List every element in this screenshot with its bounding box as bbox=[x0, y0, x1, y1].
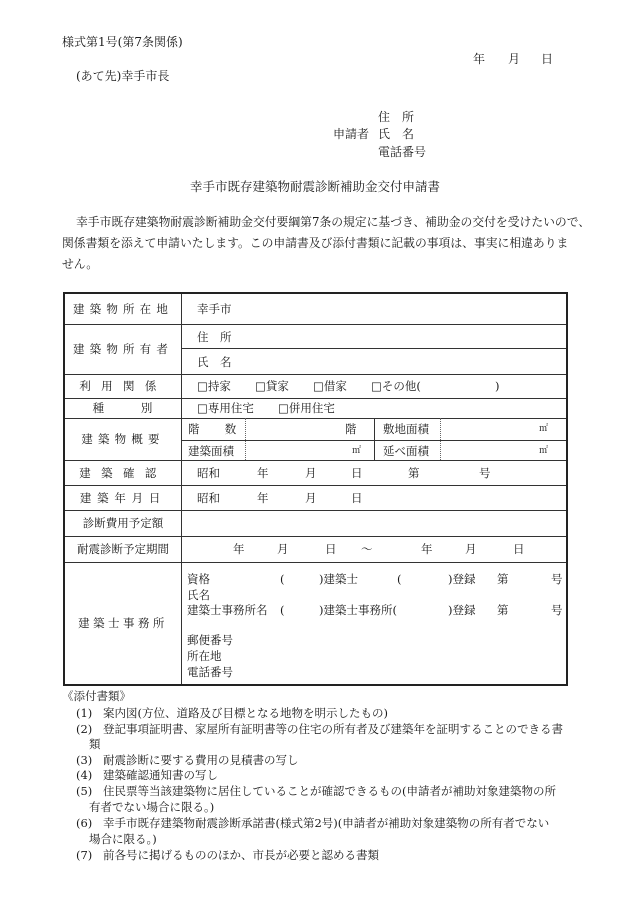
usage-other-checkbox[interactable]: □その他( bbox=[371, 379, 421, 393]
attachment-1-num: (1) bbox=[76, 706, 93, 720]
usage-owned-checkbox[interactable]: □持家 bbox=[197, 379, 231, 393]
date-day: 日 bbox=[541, 52, 554, 66]
intro-line-2: 関係書類を添えて申請いたします。この申請書及び添付書類に記載の事項は、事実に相違ありま bbox=[62, 236, 569, 250]
confirmation-day: 日 bbox=[351, 466, 363, 480]
office-address-label: 所在地 bbox=[187, 649, 222, 663]
type-combined-checkbox[interactable]: □併用住宅 bbox=[278, 401, 335, 415]
type-label: 種別 bbox=[92, 401, 190, 415]
confirmation-number-dai: 第 bbox=[408, 466, 420, 480]
office-registration-dai: 第 bbox=[497, 603, 509, 617]
qualification-paren: ( bbox=[280, 572, 285, 586]
building-area-label: 建築面積 bbox=[188, 444, 234, 458]
office-architect-label: )建築士事務所( bbox=[319, 603, 397, 617]
applicant-address-label: 住 所 bbox=[378, 110, 415, 124]
attachment-5-num: (5) bbox=[76, 784, 93, 798]
building-area-unit: ㎡ bbox=[352, 446, 362, 456]
confirmation-number-go: 号 bbox=[479, 466, 491, 480]
type-dedicated-checkbox[interactable]: □専用住宅 bbox=[197, 401, 254, 415]
attachment-2-num: (2) bbox=[76, 722, 93, 736]
location-label: 建築物所在地 bbox=[72, 302, 174, 316]
period-label: 耐震診断予定期間 bbox=[77, 542, 169, 556]
location-value[interactable]: 幸手市 bbox=[197, 302, 232, 316]
office-phone-label: 電話番号 bbox=[187, 665, 233, 679]
period-end-month: 月 bbox=[465, 542, 477, 556]
attachment-6-text: 幸手市既存建築物耐震診断承諾書(様式第2号)(申請者が補助対象建築物の所有者でない bbox=[103, 816, 550, 830]
owner-name-label[interactable]: 氏 名 bbox=[197, 355, 232, 369]
applicant-label: 申請者 bbox=[333, 127, 370, 141]
built-date-year: 年 bbox=[257, 491, 269, 505]
usage-other-close-paren: ) bbox=[495, 379, 500, 393]
period-start-month: 月 bbox=[277, 542, 289, 556]
period-start-year: 年 bbox=[233, 542, 245, 556]
attachment-7-num: (7) bbox=[76, 848, 93, 862]
overview-label: 建築物概要 bbox=[81, 432, 165, 446]
attachment-5-cont: 有者でない場合に限る。) bbox=[89, 800, 215, 814]
form-number: 様式第1号(第7条関係) bbox=[62, 35, 183, 49]
attachment-1-text: 案内図(方位、道路及び目標となる地物を明示したもの) bbox=[103, 706, 388, 720]
period-start-day: 日 bbox=[325, 542, 337, 556]
period-tilde: ～ bbox=[361, 542, 373, 556]
attachment-6-cont: 場合に限る。) bbox=[89, 832, 157, 846]
period-end-day: 日 bbox=[513, 542, 525, 556]
qualification-label: 資格 bbox=[187, 572, 210, 586]
office-paren: ( bbox=[280, 603, 285, 617]
document-title: 幸手市既存建築物耐震診断補助金交付申請書 bbox=[189, 179, 440, 194]
built-date-label: 建築年月日 bbox=[79, 491, 167, 505]
postal-label: 郵便番号 bbox=[187, 633, 233, 647]
built-date-era: 昭和 bbox=[197, 491, 220, 505]
attachment-3-text: 耐震診断に要する費用の見積書の写し bbox=[103, 753, 299, 767]
intro-line-3: せん。 bbox=[62, 257, 99, 271]
confirmation-era: 昭和 bbox=[197, 466, 220, 480]
usage-rental-checkbox[interactable]: □貸家 bbox=[255, 379, 289, 393]
attachment-5-text: 住民票等当該建築物に居住していることが確認できるもの(申請者が補助対象建築物の所 bbox=[103, 784, 556, 798]
date-month: 月 bbox=[508, 52, 521, 66]
cost-input[interactable] bbox=[187, 512, 561, 532]
confirmation-month: 月 bbox=[305, 466, 317, 480]
confirmation-label: 建築確認 bbox=[79, 466, 167, 480]
attachment-4-text: 建築確認通知書の写し bbox=[103, 768, 218, 782]
period-end-year: 年 bbox=[421, 542, 433, 556]
total-floor-area-label: 延べ面積 bbox=[383, 444, 429, 458]
architect-name-label: 氏名 bbox=[187, 588, 210, 602]
attachment-2-cont: 類 bbox=[89, 737, 101, 751]
usage-leased-checkbox[interactable]: □借家 bbox=[313, 379, 347, 393]
built-date-month: 月 bbox=[305, 491, 317, 505]
registration-paren: ( bbox=[397, 572, 402, 586]
attachment-6-num: (6) bbox=[76, 816, 93, 830]
confirmation-year: 年 bbox=[257, 466, 269, 480]
attachment-4-num: (4) bbox=[76, 768, 93, 782]
attachment-2-text: 登記事項証明書、家屋所有証明書等の住宅の所有者及び建築年を証明することのできる書 bbox=[103, 722, 563, 736]
applicant-phone-label: 電話番号 bbox=[378, 145, 427, 159]
office-registration-go: 号 bbox=[551, 603, 563, 617]
addressee: (あて先)幸手市長 bbox=[76, 69, 170, 83]
site-area-label: 敷地面積 bbox=[383, 422, 429, 436]
attachment-3-num: (3) bbox=[76, 753, 93, 767]
registration-dai: 第 bbox=[497, 572, 509, 586]
floors-unit: 階 bbox=[345, 422, 357, 436]
intro-line-1: 幸手市既存建築物耐震診断補助金交付要綱第7条の規定に基づき、補助金の交付を受けたいので、 bbox=[76, 215, 591, 229]
usage-label: 利用関係 bbox=[79, 379, 167, 393]
registration-label: )登録 bbox=[448, 572, 476, 586]
owner-address-label[interactable]: 住 所 bbox=[197, 330, 232, 344]
office-label: 建築士事務所 bbox=[78, 616, 168, 630]
application-form-table bbox=[63, 292, 568, 686]
attachments-heading: 《添付書類》 bbox=[62, 689, 131, 703]
cost-label: 診断費用予定額 bbox=[82, 516, 164, 530]
architect-label: )建築士 bbox=[319, 572, 358, 586]
owner-label: 建築物所有者 bbox=[72, 342, 174, 356]
applicant-name-label: 氏 名 bbox=[378, 127, 415, 141]
total-floor-area-unit: ㎡ bbox=[539, 446, 549, 456]
date-year: 年 bbox=[473, 52, 486, 66]
built-date-day: 日 bbox=[351, 491, 363, 505]
floors-label: 階 数 bbox=[188, 422, 244, 436]
attachment-7-text: 前各号に掲げるもののほか、市長が必要と認める書類 bbox=[103, 848, 379, 862]
site-area-unit: ㎡ bbox=[539, 424, 549, 434]
registration-go: 号 bbox=[551, 572, 563, 586]
office-registration-label: )登録 bbox=[448, 603, 476, 617]
office-name-label: 建築士事務所名 bbox=[187, 603, 268, 617]
